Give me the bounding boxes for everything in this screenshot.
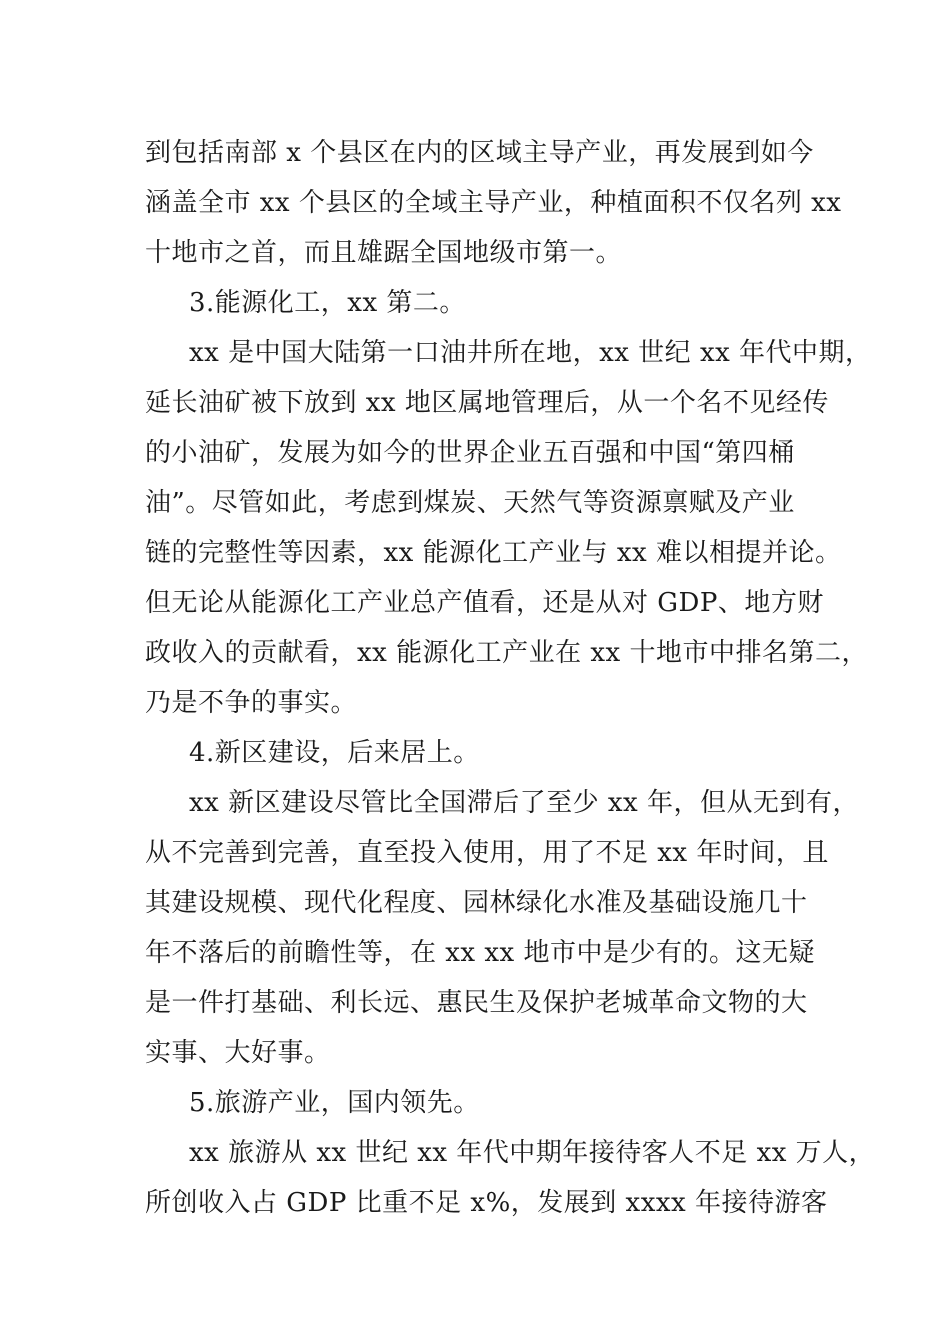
text-line: 所创收入占 GDP 比重不足 x%，发展到 xxxx 年接待游客: [145, 1188, 828, 1218]
text-line: 到包括南部 x 个县区在内的区域主导产业，再发展到如今: [145, 138, 814, 168]
text-line: xx 旅游从 xx 世纪 xx 年代中期年接待客人不足 xx 万人，: [189, 1138, 876, 1168]
text-line: 乃是不争的事实。: [145, 688, 358, 718]
text-line: 5.旅游产业，国内领先。: [189, 1088, 480, 1118]
text-line: 涵盖全市 xx 个县区的全域主导产业，种植面积不仅名列 xx: [145, 188, 842, 218]
text-line: 是一件打基础、利长远、惠民生及保护老城革命文物的大: [145, 988, 808, 1018]
text-line: 但无论从能源化工产业总产值看，还是从对 GDP、地方财: [145, 588, 824, 618]
text-line: 年不落后的前瞻性等，在 xx xx 地市中是少有的。这无疑: [145, 938, 815, 968]
text-line: 其建设规模、现代化程度、园林绿化水准及基础设施几十: [145, 888, 808, 918]
text-line: 从不完善到完善，直至投入使用，用了不足 xx 年时间，且: [145, 838, 829, 868]
text-line: xx 新区建设尽管比全国滞后了至少 xx 年，但从无到有，: [189, 788, 859, 818]
text-line: 政收入的贡献看，xx 能源化工产业在 xx 十地市中排名第二，: [145, 638, 868, 668]
text-line: 的小油矿，发展为如今的世界企业五百强和中国“第四桶: [145, 438, 795, 468]
text-line: 油”。尽管如此，考虑到煤炭、天然气等资源禀赋及产业: [145, 488, 795, 518]
text-line: 十地市之首，而且雄踞全国地级市第一。: [145, 238, 623, 268]
text-line: 实事、大好事。: [145, 1038, 331, 1068]
text-line: 链的完整性等因素，xx 能源化工产业与 xx 难以相提并论。: [145, 538, 842, 568]
text-line: 3.能源化工，xx 第二。: [189, 288, 466, 318]
text-line: 延长油矿被下放到 xx 地区属地管理后，从一个名不见经传: [145, 388, 829, 418]
text-line: 4.新区建设，后来居上。: [189, 738, 480, 768]
body-text: [145, 128, 876, 1228]
text-line: xx 是中国大陆第一口油井所在地，xx 世纪 xx 年代中期，: [189, 338, 872, 368]
